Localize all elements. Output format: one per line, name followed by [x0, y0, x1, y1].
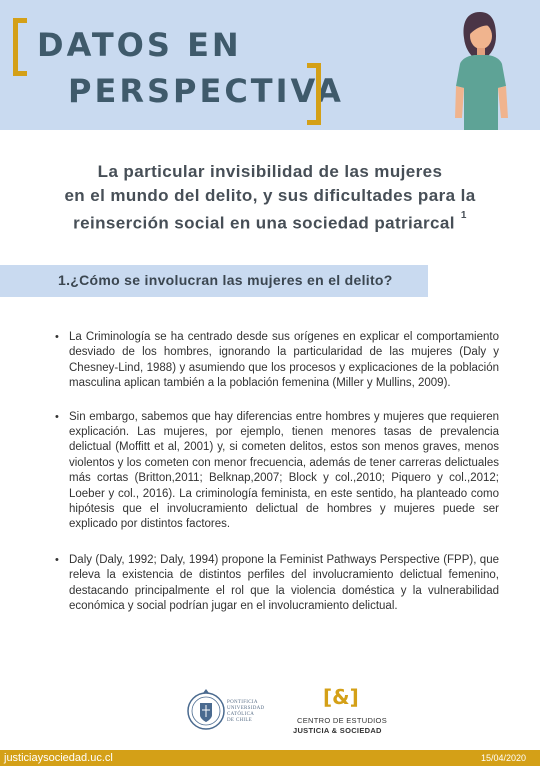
left-bracket-icon [13, 18, 27, 76]
footer-date: 15/04/2020 [480, 753, 526, 763]
list-item [55, 330, 499, 392]
page-title-line-2: PERSPECTIVA [68, 72, 344, 110]
subtitle-line-3: reinserción social en una sociedad patriarcal [73, 213, 455, 233]
subtitle-line-2: en el mundo del delito, y sus dificultades para la [64, 186, 476, 205]
section-title: 1.¿Cómo se involucran las mujeres en el delito? [58, 272, 393, 288]
footnote-marker: 1 [460, 210, 467, 221]
uc-line-2: UNIVERSIDAD [227, 706, 265, 711]
list-item-text: Sin embargo, sabemos que hay diferencias entre hombres y mujeres que requieren explicación. Las mujeres, por ejemplo, tienen menores tasas de prevalencia delictual (Moffitt et al, 2001) y, si cometen delitos, estos son menos graves, menos violentos y los cometen con menor frecuencia, además de tener carreras delictuales más cortas (Britton,2011; Belknap,2007; Block y col.,2010; Piquero y col.,2012; Loeber y col., 2016). La criminología feminista, en este sentido, ha planteado como hipótesis que el involucramiento delictual de hombres y mujeres puede ser explicado por distintos factores. [69, 410, 499, 531]
footer-bar [0, 750, 540, 766]
list-item [55, 410, 499, 533]
list-item-text: Daly (Daly, 1992; Daly, 1994) propone la Feminist Pathways Perspective (FPP), que releva la existencia de distintos perfiles del involucramiento delictual femenino, destacando principalmente el rol que la violencia doméstica y la vulnerabilidad económica y social podrían jugar en el involucramiento delictual. [69, 553, 499, 613]
cejs-logo-line-2: JUSTICIA & SOCIEDAD [293, 726, 382, 735]
section-header-bar [0, 265, 428, 297]
bullet-list [55, 330, 499, 615]
right-bracket-icon [307, 63, 321, 125]
uc-seal-logo-icon [186, 687, 226, 735]
uc-line-3: CATÓLICA [227, 712, 255, 717]
footer-url-link[interactable]: justiciaysociedad.uc.cl [4, 752, 113, 764]
bullet-icon: • [55, 331, 59, 343]
page-title-line-1: DATOS EN [37, 26, 242, 64]
subtitle-line-1: La particular invisibilidad de las mujeres [97, 162, 443, 181]
uc-line-4: DE CHILE [227, 718, 253, 723]
cejs-logo-line-1: CENTRO DE ESTUDIOS [297, 716, 387, 725]
bullet-icon: • [55, 410, 59, 423]
woman-illustration-icon [440, 8, 520, 130]
bullet-icon: • [55, 553, 59, 566]
subtitle-line-3-wrap [40, 208, 500, 236]
document-subtitle [40, 160, 500, 236]
uc-logo-text [227, 700, 264, 724]
list-item [55, 553, 499, 615]
uc-line-1: PONTIFICIA [227, 700, 258, 705]
cejs-logo-mark: [&] [323, 685, 359, 709]
list-item-text: La Criminología se ha centrado desde sus orígenes en explicar el comportamiento desviado de los hombres, ignorando la particularidad de las mujeres (Daly y Chesney-Lind, 1988) y asumiendo que los procesos y explicaciones de la población masculina aplican también a la población femenina (Miller y Mullins, 2009). [69, 331, 499, 390]
